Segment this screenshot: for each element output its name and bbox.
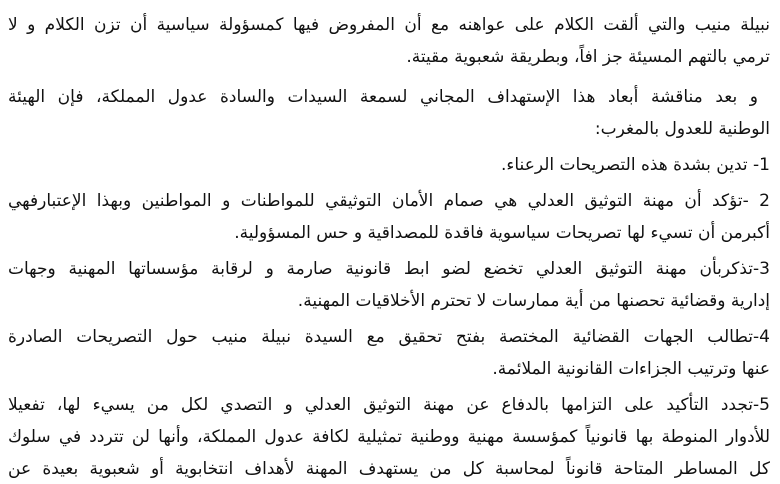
list-item-continuation: إدارية وقضائية تحصنها من أية ممارسات لا تحترم الأخلاقيات المهنية. (297, 291, 770, 311)
list-item-continuation: عنها وترتيب الجزاءات القانونية الملائمة. (492, 359, 770, 379)
list-item-continuation: أكبرمن أن تسيء لها تصريحات سياسوية فاقدة للمصداقية و حس المسؤولية. (234, 223, 770, 243)
paragraph-line: الوطنية للعدول بالمغرب: (594, 119, 770, 139)
list-item: 2 -تؤكد أن مهنة التوثيق العدلي هي صمام الأمان التوثيقي للمواطنات و المواطنين وبهذا الإعتبارفهي (8, 191, 770, 211)
paragraph-line: و بعد مناقشة أبعاد هذا الإستهداف المجاني لسمعة السيدات والسادة عدول المملكة، فإن الهيئة (8, 87, 758, 107)
list-item-continuation: كل المساطر المتاحة قانوناً لمحاسبة كل من يستهدف المهنة لأهداف انتخابوية أو شعبوية بعيدة عن (8, 459, 770, 479)
paragraph-line: نبيلة منيب والتي ألقت الكلام على عواهنه مع أن المفروض فيها كمسؤولة سياسية أن تزن الكلام و لا (8, 15, 770, 35)
list-item: 4-تطالب الجهات القضائية المختصة بفتح تحقيق مع السيدة نبيلة منيب حول التصريحات الصادرة (8, 327, 770, 347)
paragraph-line: ترمي بالتهم المسيئة جز افاً، وبطريقة شعبوية مقيتة. (406, 47, 770, 67)
list-item-continuation: للأدوار المنوطة بها قانونياً كمؤسسة مهنية ووطنية تمثيلية لكافة عدول المملكة، وأنها لن تتردد في سلوك (8, 427, 770, 447)
list-item: 1- تدين بشدة هذه التصريحات الرعناء. (500, 155, 770, 175)
list-item: 5-تجدد التأكيد على التزامها بالدفاع عن مهنة التوثيق العدلي و التصدي لكل من يسيء لها، تفعيلا (8, 395, 770, 415)
list-item: 3-تذكربأن مهنة التوثيق العدلي تخضع لضو ابط قانونية صارمة و لرقابة مؤسساتها المهنية وجهات (8, 259, 770, 279)
